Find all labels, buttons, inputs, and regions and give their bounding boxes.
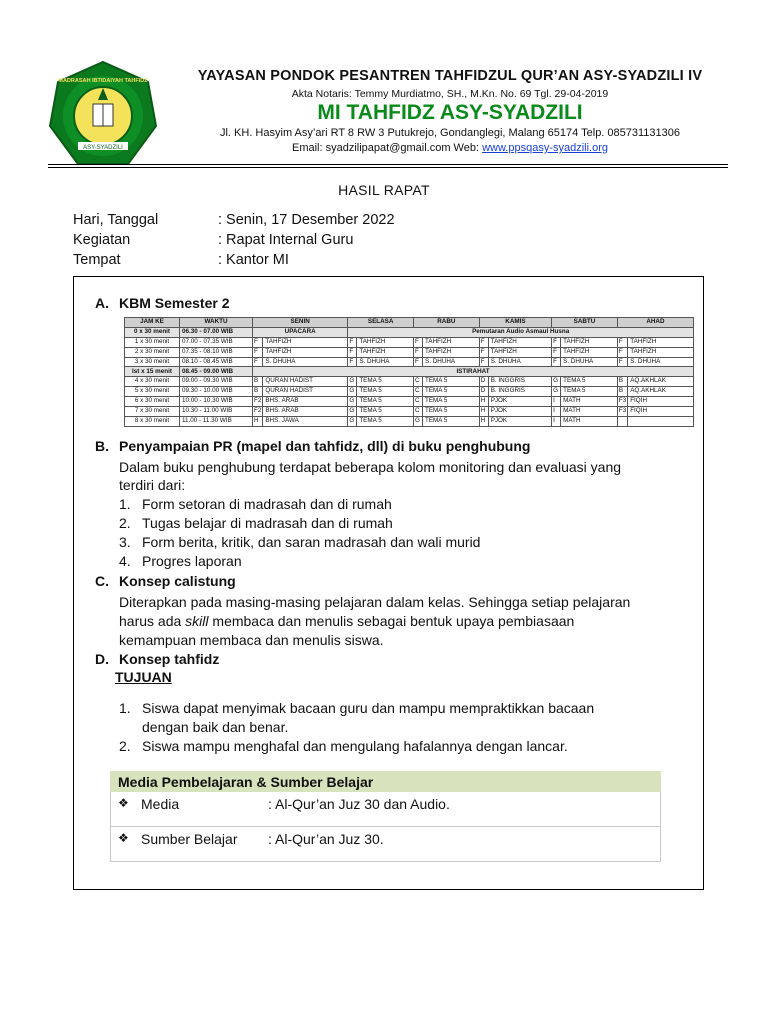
cell-code: I [552, 416, 561, 426]
cell-subject: TAHFIZH [561, 347, 618, 357]
cell-code: F [414, 357, 423, 367]
document-title: HASIL RAPAT [338, 182, 430, 198]
email-text: Email: syadzilipapat@gmail.com Web: [291, 142, 483, 154]
notary-line: Akta Notaris: Temmy Murdiatmo, SH., M.Kn. No. 69 Tgl. 29-04-2019 [291, 88, 609, 100]
cell-subject: BHS. ARAB [263, 397, 348, 407]
cell-code: F [479, 357, 488, 367]
cell-subject: AQ.AKHLAK [628, 377, 694, 387]
cell-jam: 1 x 30 menit [125, 337, 180, 347]
cell-code: D [479, 387, 488, 397]
cell-waktu: 10.00 - 10.30 WIB [180, 397, 253, 407]
cell-code: C [414, 387, 423, 397]
section-b-para-line2: terdiri dari: [119, 477, 186, 493]
cell-subject: TAHFIZH [357, 347, 414, 357]
cell-subject: S. DHUHA [561, 357, 618, 367]
section-d-heading [95, 651, 219, 667]
cell-code: C [414, 377, 423, 387]
cell-waktu: 08.45 - 09.00 WIB [180, 367, 253, 377]
cell-subject: TEMA 5 [423, 387, 480, 397]
cell-waktu: 06.30 - 07.00 WIB [180, 327, 253, 337]
media-value: : Al-Qur’an Juz 30 dan Audio. [268, 796, 450, 812]
cell-subject: FIQIH [628, 407, 694, 417]
cell-jam: 6 x 30 menit [125, 397, 180, 407]
section-a-heading [95, 295, 230, 311]
cell-waktu: 07.35 - 08.10 WIB [180, 347, 253, 357]
cell-code: B [617, 387, 627, 397]
cell-waktu: 09.00 - 09.30 WIB [180, 377, 253, 387]
cell-code: F [552, 347, 561, 357]
section-title: Konsep tahfidz [119, 651, 220, 667]
cell-code: H [479, 397, 488, 407]
media-key: Sumber Belajar [141, 831, 238, 847]
cell-jam: 5 x 30 menit [125, 387, 180, 397]
cell-jam: 8 x 30 menit [125, 416, 180, 426]
section-title: Konsep calistung [119, 573, 236, 589]
logo-text: MADRASAH IBTIDAIYAH TAHFIDZ [58, 78, 148, 84]
cell-jam: Ist x 15 menit [125, 367, 180, 377]
cell-subject: TAHFIZH [628, 337, 694, 347]
cell-code: I [552, 407, 561, 417]
cell-istirahat: ISTIRAHAT [253, 367, 694, 377]
section-b-para-line1: Dalam buku penghubung terdapat beberapa kolom monitoring dan evaluasi yang [119, 459, 622, 475]
cell-subject: MATH [561, 416, 618, 426]
schedule-row [125, 397, 694, 407]
cell-code: H [253, 416, 263, 426]
list-item [119, 699, 697, 718]
schedule-row [125, 407, 694, 417]
list-number: 1. [119, 700, 131, 716]
media-value: : Al-Qur’an Juz 30. [268, 831, 384, 847]
meta-value: : Kantor MI [218, 252, 289, 268]
section-letter: B. [95, 438, 109, 454]
section-letter: C. [95, 573, 109, 589]
text-run: membaca dan menulis sebagai bentuk upaya pembiasaan [208, 613, 575, 629]
school-logo [48, 60, 158, 170]
school-address: Jl. KH. Hasyim Asy’ari RT 8 RW 3 Putukrejo, Gondanglegi, Malang 65174 Telp. 085731131306 [219, 127, 681, 139]
cell-code: F [348, 347, 357, 357]
meta-date [73, 212, 395, 228]
list-number: 4. [119, 553, 131, 569]
skill-italic: skill [185, 613, 209, 629]
cell-code: B [617, 377, 627, 387]
cell-code: G [348, 407, 357, 417]
cell-subject: TEMA 5 [423, 377, 480, 387]
cell-subject: BHS. JAWA [263, 416, 348, 426]
cell-subject: TEMA 5 [357, 387, 414, 397]
section-c-line2 [119, 612, 697, 630]
cell-code: G [552, 377, 561, 387]
list-number: 2. [119, 738, 131, 754]
cell-subject: S. DHUHA [423, 357, 480, 367]
cell-subject: PJOK [488, 416, 551, 426]
cell-subject: TAHFIZH [357, 337, 414, 347]
cell-code: F [479, 347, 488, 357]
cell-subject: TAHFIZH [628, 347, 694, 357]
col-header: SENIN [253, 318, 348, 328]
cell-code: F2 [253, 407, 263, 417]
cell-subject: PJOK [488, 407, 551, 417]
meta-label: Kegiatan [73, 232, 131, 248]
section-letter: D. [95, 651, 109, 667]
media-row [110, 827, 661, 862]
cell-code: F [414, 347, 423, 357]
list-number: 3. [119, 534, 131, 550]
col-header: AHAD [617, 318, 693, 328]
header-divider [48, 164, 728, 165]
section-c-line3: kemampuan membaca dan menulis siswa. [119, 632, 384, 648]
cell-code: F [253, 357, 263, 367]
cell-code: F [617, 357, 627, 367]
logo-subtext: ASY-SYADZILI [83, 145, 123, 151]
cell-subject: MATH [561, 407, 618, 417]
list-text: Form berita, kritik, dan saran madrasah dan wali murid [142, 534, 481, 550]
cell-subject: TEMA 5 [423, 397, 480, 407]
list-text: Siswa mampu menghafal dan mengulang hafalannya dengan lancar. [142, 738, 568, 754]
list-item-continuation: dengan baik dan benar. [142, 719, 289, 735]
cell-subject: B. INGGRIS [488, 377, 551, 387]
cell-waktu: 08.10 - 08.45 WIB [180, 357, 253, 367]
list-number: 1. [119, 496, 131, 512]
schedule-band-row [125, 367, 694, 377]
list-text: Form setoran di madrasah dan di rumah [142, 496, 392, 512]
cell-subject: S. DHUHA [488, 357, 551, 367]
col-header: RABU [414, 318, 480, 328]
text-run: harus ada [119, 613, 186, 629]
cell-code: C [414, 397, 423, 407]
media-row [110, 792, 661, 827]
col-header: SELASA [348, 318, 414, 328]
list-text: Siswa dapat menyimak bacaan guru dan mampu mempraktikkan bacaan [142, 700, 595, 716]
meta-value: : Senin, 17 Desember 2022 [218, 212, 395, 228]
list-item [119, 514, 697, 533]
cell-code: F [479, 337, 488, 347]
cell-subject: TAHFIZH [488, 347, 551, 357]
cell-code: I [552, 397, 561, 407]
meta-value: : Rapat Internal Guru [218, 232, 354, 248]
contact-line [160, 142, 740, 154]
col-header: KAMIS [479, 318, 551, 328]
list-item [119, 495, 697, 514]
cell-code: G [348, 387, 357, 397]
cell-code: H [479, 416, 488, 426]
diamond-bullet-icon: ❖ [118, 796, 129, 810]
schedule-row [125, 347, 694, 357]
cell-waktu: 09.30 - 10.00 WIB [180, 387, 253, 397]
cell-code: F [414, 337, 423, 347]
cell-subject: TEMA 5 [357, 407, 414, 417]
cell-code: F [253, 347, 263, 357]
section-letter: A. [95, 295, 109, 311]
tujuan-subheading: TUJUAN [115, 669, 172, 685]
cell-jam: 3 x 30 menit [125, 357, 180, 367]
cell-code: G [414, 416, 423, 426]
section-title: KBM Semester 2 [119, 295, 230, 311]
cell-subject: TEMA 5 [423, 407, 480, 417]
cell-subject: QURAN HADIST [263, 377, 348, 387]
schedule-row [125, 357, 694, 367]
cell-subject: TAHFIZH [488, 337, 551, 347]
cell-subject: S. DHUHA [357, 357, 414, 367]
website-link[interactable]: www.ppsqasy-syadzili.org [482, 142, 609, 154]
schedule-row [125, 416, 694, 426]
cell-code: F [552, 337, 561, 347]
meta-place [73, 252, 289, 268]
cell-code: F [253, 337, 263, 347]
cell-subject: TAHFIZH [423, 347, 480, 357]
col-header: JAM KE [125, 318, 180, 328]
cell-code: F2 [253, 397, 263, 407]
cell-waktu: 11.00 - 11.30 WIB [180, 416, 253, 426]
section-b-heading [95, 438, 530, 454]
cell-subject: TAHFIZH [263, 337, 348, 347]
cell-jam: 2 x 30 menit [125, 347, 180, 357]
cell-code: F3 [617, 397, 627, 407]
cell-subject: TEMA 5 [357, 377, 414, 387]
cell-code: F [348, 337, 357, 347]
media-key: Media [141, 796, 180, 812]
cell-subject: B. INGGRIS [488, 387, 551, 397]
cell-code [617, 416, 627, 426]
cell-code: B [253, 387, 263, 397]
list-item [119, 552, 697, 571]
cell-subject: AQ.AKHLAK [628, 387, 694, 397]
cell-code: G [348, 397, 357, 407]
cell-code: C [414, 407, 423, 417]
cell-code: B [253, 377, 263, 387]
cell-audio: Pemutaran Audio Asmaul Husna [348, 327, 694, 337]
meta-label: Hari, Tanggal [73, 212, 159, 228]
list-text: Tugas belajar di madrasah dan di rumah [142, 515, 393, 531]
section-c-heading [95, 573, 236, 589]
section-c-line1: Diterapkan pada masing-masing pelajaran dalam kelas. Sehingga setiap pelajaran [119, 594, 631, 610]
diamond-bullet-icon: ❖ [118, 831, 129, 845]
cell-subject: PJOK [488, 397, 551, 407]
schedule-header-row [125, 318, 694, 328]
cell-subject: S. DHUHA [628, 357, 694, 367]
cell-jam: 7 x 30 menit [125, 407, 180, 417]
schedule-row [125, 337, 694, 347]
cell-code: G [348, 416, 357, 426]
school-name: MI TAHFIDZ ASY-SYADZILI [317, 101, 583, 124]
cell-subject: TEMA 5 [357, 416, 414, 426]
cell-code: F [348, 357, 357, 367]
cell-jam: 4 x 30 menit [125, 377, 180, 387]
col-header: SABTU [552, 318, 618, 328]
media-table-header: Media Pembelajaran & Sumber Belajar [110, 771, 661, 792]
meta-activity [73, 232, 353, 248]
cell-subject [628, 416, 694, 426]
list-item [119, 533, 697, 552]
meta-label: Tempat [73, 252, 121, 268]
schedule-table [124, 317, 694, 427]
cell-subject: TAHFIZH [423, 337, 480, 347]
cell-code: D [479, 377, 488, 387]
cell-subject: TEMA 5 [423, 416, 480, 426]
cell-subject: TAHFIZH [263, 347, 348, 357]
cell-subject: TAHFIZH [561, 337, 618, 347]
schedule-row [125, 377, 694, 387]
cell-code: H [479, 407, 488, 417]
schedule-row [125, 387, 694, 397]
cell-upacara: UPACARA [253, 327, 348, 337]
cell-code: F3 [617, 407, 627, 417]
section-title: Penyampaian PR (mapel dan tahfidz, dll) di buku penghubung [119, 438, 531, 454]
cell-waktu: 10.30 - 11.00 WIB [180, 407, 253, 417]
cell-subject: MATH [561, 397, 618, 407]
foundation-name: YAYASAN PONDOK PESANTREN TAHFIDZUL QUR’AN ASY-SYADZILI IV [197, 68, 703, 84]
schedule-band-row [125, 327, 694, 337]
cell-subject: TEMA 5 [561, 377, 618, 387]
cell-code: G [348, 377, 357, 387]
cell-code: F [617, 337, 627, 347]
cell-code: G [552, 387, 561, 397]
cell-waktu: 07.00 - 07.35 WIB [180, 337, 253, 347]
list-number: 2. [119, 515, 131, 531]
list-text: Progres laporan [142, 553, 242, 569]
cell-jam: 0 x 30 menit [125, 327, 180, 337]
cell-subject: QURAN HADIST [263, 387, 348, 397]
cell-subject: TEMA 5 [357, 397, 414, 407]
col-header: WAKTU [180, 318, 253, 328]
cell-subject: BHS. ARAB [263, 407, 348, 417]
cell-code: F [552, 357, 561, 367]
list-item [119, 737, 697, 756]
header-divider-thin [48, 167, 728, 168]
cell-code: F [617, 347, 627, 357]
cell-subject: TEMA 5 [561, 387, 618, 397]
cell-subject: S. DHUHA [263, 357, 348, 367]
cell-subject: FIQIH [628, 397, 694, 407]
media-table [110, 771, 661, 862]
